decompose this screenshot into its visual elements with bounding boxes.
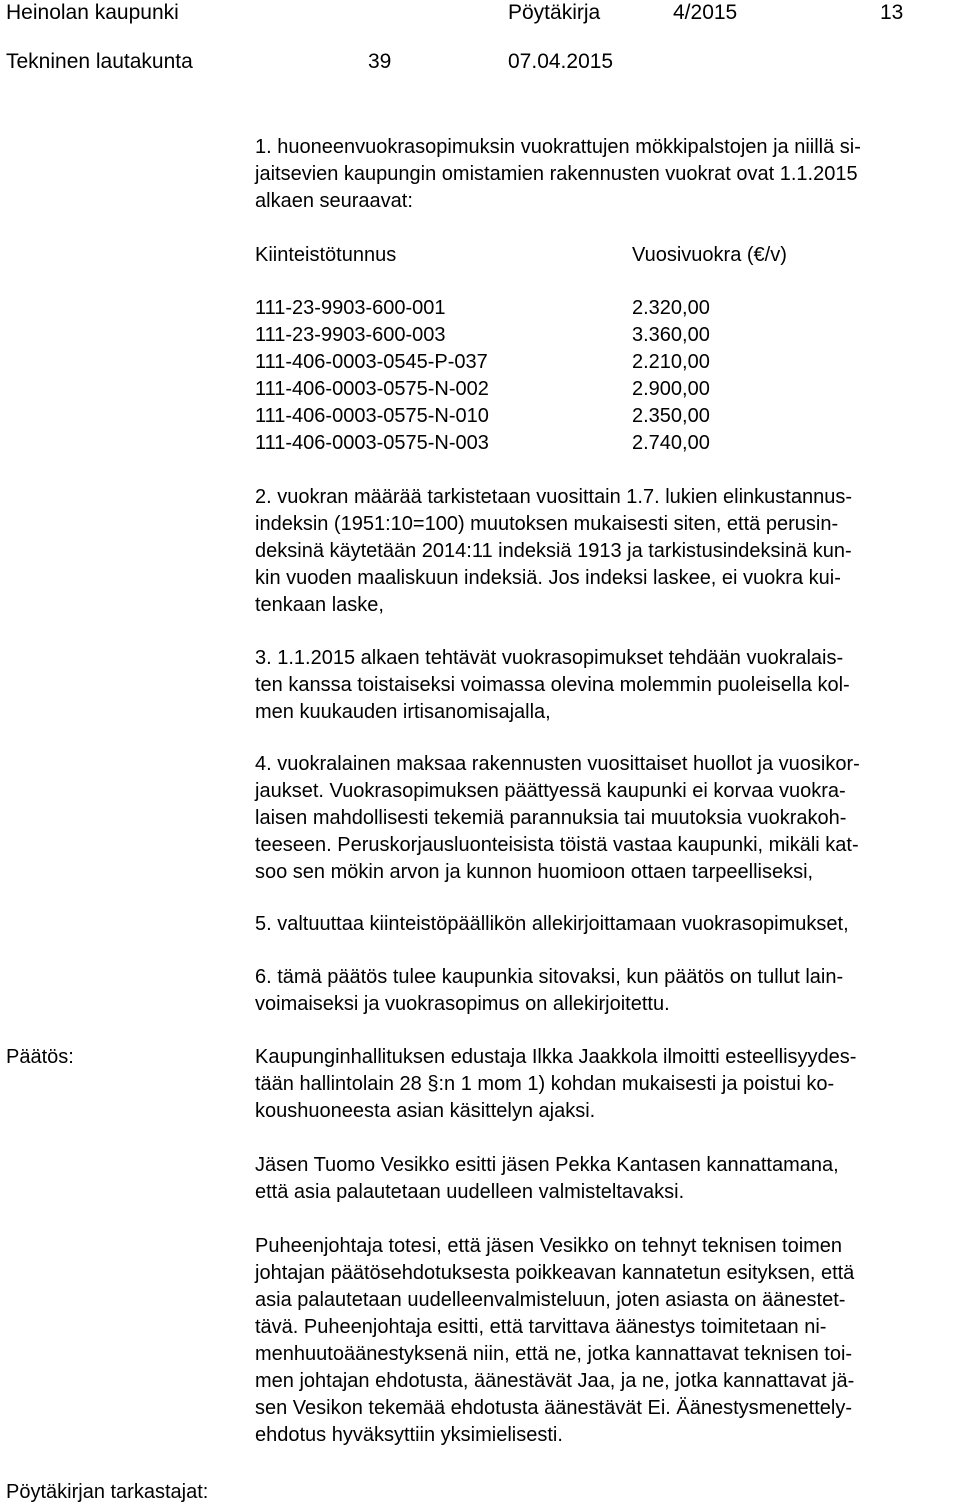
paragraph-line: tävä. Puheenjohtaja esitti, että tarvittava äänestys toimitetaan ni- — [255, 1316, 827, 1338]
annual-rent: 3.360,00 — [632, 324, 710, 346]
paragraph-line: indeksin (1951:10=100) muutoksen mukaisesti siten, että perusin- — [255, 513, 839, 535]
paragraph-line: 1. huoneenvuokrasopimuksin vuokrattujen mökkipalstojen ja niillä si- — [255, 136, 861, 158]
paragraph-line: 4. vuokralainen maksaa rakennusten vuosittaiset huollot ja vuosikor- — [255, 753, 860, 775]
section-number: 39 — [368, 50, 392, 73]
property-id: 111-406-0003-0545-P-037 — [255, 351, 488, 373]
committee-name: Tekninen lautakunta — [6, 50, 193, 73]
paragraph-line: Jäsen Tuomo Vesikko esitti jäsen Pekka Kantasen kannattamana, — [255, 1154, 839, 1176]
paragraph-line: tenkaan laske, — [255, 594, 384, 616]
paragraph-line: alkaen seuraavat: — [255, 190, 413, 212]
paragraph-line: voimaiseksi ja vuokrasopimus on allekirjoitettu. — [255, 993, 670, 1015]
paragraph-line: 2. vuokran määrää tarkistetaan vuosittain 1.7. lukien elinkustannus- — [255, 486, 853, 508]
paragraph-line: ten kanssa toistaiseksi voimassa olevina molemmin puoleisella kol- — [255, 674, 850, 696]
annual-rent: 2.210,00 — [632, 351, 710, 373]
paragraph-line: että asia palautetaan uudelleen valmisteltavaksi. — [255, 1181, 685, 1203]
paragraph-line: jaitsevien kaupungin omistamien rakennusten vuokrat ovat 1.1.2015 — [255, 163, 858, 185]
paragraph-line: ehdotus hyväksyttiin yksimielisesti. — [255, 1424, 563, 1446]
paragraph-line: jaukset. Vuokrasopimuksen päättyessä kaupunki ei korvaa vuokra- — [255, 780, 846, 802]
doc-type: Pöytäkirja — [508, 1, 601, 24]
property-id: 111-406-0003-0575-N-002 — [255, 378, 489, 400]
column-header-property-id: Kiinteistötunnus — [255, 244, 397, 266]
paragraph-line: koushuoneesta asian käsittelyn ajaksi. — [255, 1100, 596, 1122]
page-number: 13 — [880, 1, 904, 24]
paragraph-line: kin vuoden maaliskuun indeksiä. Jos indeksi laskee, ei vuokra kui- — [255, 567, 841, 589]
paragraph-line: 6. tämä päätös tulee kaupunkia sitovaksi, kun päätös on tullut lain- — [255, 966, 844, 988]
reviewers-label: Pöytäkirjan tarkastajat: — [6, 1481, 209, 1503]
property-id: 111-406-0003-0575-N-010 — [255, 405, 489, 427]
paragraph-line: tään hallintolain 28 §:n 1 mom 1) kohdan mukaisesti ja poistui ko- — [255, 1073, 835, 1095]
paragraph-line: laisen mahdollisesti tekemiä parannuksia tai muutoksia vuokrakoh- — [255, 807, 847, 829]
org-name: Heinolan kaupunki — [6, 1, 179, 24]
annual-rent: 2.900,00 — [632, 378, 710, 400]
property-id: 111-406-0003-0575-N-003 — [255, 432, 489, 454]
property-id: 111-23-9903-600-003 — [255, 324, 446, 346]
paragraph-line: soo sen mökin arvon ja kunnon huomioon ottaen tarpeelliseksi, — [255, 861, 814, 883]
annual-rent: 2.740,00 — [632, 432, 710, 454]
paragraph-line: Kaupunginhallituksen edustaja Ilkka Jaakkola ilmoitti esteellisyydes- — [255, 1046, 857, 1068]
meeting-date: 07.04.2015 — [508, 50, 614, 73]
paragraph-line: 3. 1.1.2015 alkaen tehtävät vuokrasopimukset tehdään vuokralais- — [255, 647, 844, 669]
paragraph-line: men johtajan ehdotusta, äänestävät Jaa, ja ne, jotka kannattavat jä- — [255, 1370, 855, 1392]
annual-rent: 2.350,00 — [632, 405, 710, 427]
paragraph-line: Puheenjohtaja totesi, että jäsen Vesikko on tehnyt teknisen toimen — [255, 1235, 843, 1257]
paragraph-line: sen Vesikon tekemää ehdotusta äänestävät Ei. Äänestysmenettely- — [255, 1397, 853, 1419]
paragraph-line: men kuukauden irtisanomisajalla, — [255, 701, 551, 723]
paragraph-line: asia palautetaan uudelleenvalmisteluun, joten asiasta on äänestet- — [255, 1289, 846, 1311]
paragraph-line: 5. valtuuttaa kiinteistöpäällikön allekirjoittamaan vuokrasopimukset, — [255, 913, 849, 935]
paragraph-line: johtajan päätösehdotuksesta poikkeavan kannatetun esityksen, että — [255, 1262, 855, 1284]
column-header-annual-rent: Vuosivuokra (€/v) — [632, 244, 787, 266]
annual-rent: 2.320,00 — [632, 297, 710, 319]
decision-label: Päätös: — [6, 1046, 74, 1068]
paragraph-line: deksinä käytetään 2014:11 indeksiä 1913 ja tarkistusindeksinä kun- — [255, 540, 852, 562]
paragraph-line: menhuutoäänestyksenä niin, että ne, jotka kannattavat teknisen toi- — [255, 1343, 853, 1365]
doc-number: 4/2015 — [673, 1, 738, 24]
property-id: 111-23-9903-600-001 — [255, 297, 446, 319]
paragraph-line: teeseen. Peruskorjausluonteisista töistä vastaa kaupunki, mikäli kat- — [255, 834, 859, 856]
